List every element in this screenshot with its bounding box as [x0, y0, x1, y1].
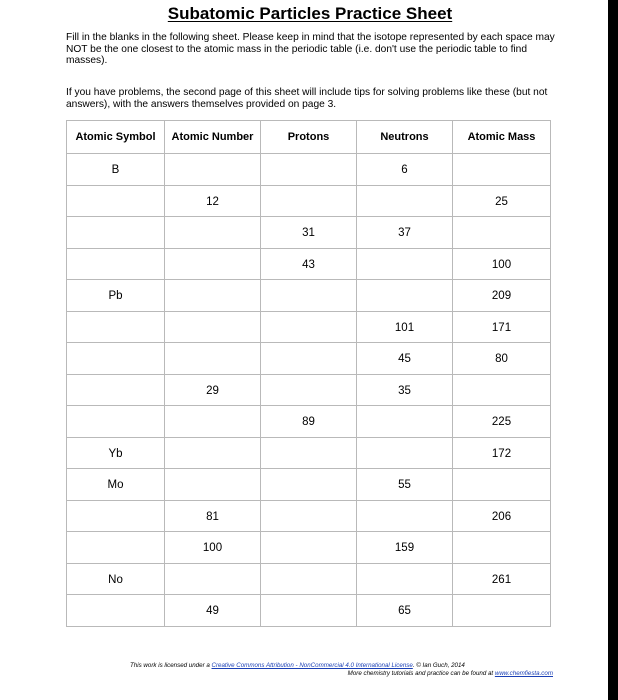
cell-neutrons[interactable] [357, 185, 453, 217]
cell-protons[interactable] [261, 437, 357, 469]
cell-protons: 43 [261, 248, 357, 280]
cell-atomic-number: 49 [165, 595, 261, 627]
cell-protons[interactable] [261, 374, 357, 406]
table-row [67, 154, 551, 186]
site-line [130, 670, 555, 678]
cell-atomic-symbol: Pb [67, 280, 165, 312]
license-link[interactable]: Creative Commons Attribution - NonCommercial 4.0 International License [211, 662, 413, 669]
cell-protons[interactable] [261, 280, 357, 312]
cell-neutrons: 101 [357, 311, 453, 343]
cell-atomic-symbol[interactable] [67, 500, 165, 532]
page-title: Subatomic Particles Practice Sheet [167, 4, 453, 23]
table-row [67, 280, 551, 312]
cell-atomic-mass: 80 [453, 343, 551, 375]
cell-protons: 31 [261, 217, 357, 249]
cell-atomic-number: 12 [165, 185, 261, 217]
cell-atomic-symbol[interactable] [67, 185, 165, 217]
cell-atomic-symbol[interactable] [67, 217, 165, 249]
cell-atomic-mass: 261 [453, 563, 551, 595]
cell-neutrons[interactable] [357, 500, 453, 532]
cell-protons[interactable] [261, 532, 357, 564]
table-row [67, 374, 551, 406]
cell-atomic-mass: 25 [453, 185, 551, 217]
table-row [67, 595, 551, 627]
instructions-paragraph: Fill in the blanks in the following sheet. Please keep in mind that the isotope represented by each space may NOT be the one closest to the atomic mass in the periodic table (i.e. don't use the periodic table to find masses). [66, 32, 555, 66]
cell-atomic-symbol[interactable] [67, 343, 165, 375]
header-atomic-symbol: Atomic Symbol [67, 121, 165, 154]
cell-atomic-mass: 171 [453, 311, 551, 343]
cell-protons[interactable] [261, 343, 357, 375]
cell-neutrons: 65 [357, 595, 453, 627]
cell-atomic-symbol[interactable] [67, 311, 165, 343]
cell-neutrons: 6 [357, 154, 453, 186]
cell-protons[interactable] [261, 185, 357, 217]
cell-atomic-symbol[interactable] [67, 532, 165, 564]
table-row [67, 500, 551, 532]
license-prefix: This work is licensed under a [130, 662, 212, 669]
cell-protons[interactable] [261, 311, 357, 343]
cell-atomic-number[interactable] [165, 280, 261, 312]
cell-atomic-number: 29 [165, 374, 261, 406]
table-header-row [67, 121, 551, 154]
cell-atomic-mass: 209 [453, 280, 551, 312]
cell-atomic-number: 81 [165, 500, 261, 532]
cell-neutrons: 159 [357, 532, 453, 564]
cell-protons[interactable] [261, 469, 357, 501]
cell-neutrons: 55 [357, 469, 453, 501]
cell-atomic-mass[interactable] [453, 532, 551, 564]
site-line-prefix: More chemistry tutorials and practice can be found at [347, 670, 495, 677]
header-atomic-mass: Atomic Mass [453, 121, 551, 154]
cell-atomic-number[interactable] [165, 563, 261, 595]
table-row [67, 217, 551, 249]
cell-atomic-symbol[interactable] [67, 595, 165, 627]
table-row [67, 406, 551, 438]
cell-atomic-mass: 206 [453, 500, 551, 532]
cell-neutrons[interactable] [357, 248, 453, 280]
table-row [67, 343, 551, 375]
cell-atomic-mass: 172 [453, 437, 551, 469]
cell-atomic-mass[interactable] [453, 217, 551, 249]
cell-atomic-mass[interactable] [453, 469, 551, 501]
copyright-text: . © Ian Guch, 2014 [412, 662, 465, 669]
table-row [67, 469, 551, 501]
cell-neutrons[interactable] [357, 406, 453, 438]
cell-neutrons[interactable] [357, 437, 453, 469]
cell-neutrons[interactable] [357, 563, 453, 595]
table-row [67, 532, 551, 564]
cell-atomic-number[interactable] [165, 248, 261, 280]
header-neutrons: Neutrons [357, 121, 453, 154]
cell-atomic-symbol: Mo [67, 469, 165, 501]
table-row [67, 185, 551, 217]
cell-protons[interactable] [261, 154, 357, 186]
license-line [130, 662, 555, 670]
cell-atomic-mass[interactable] [453, 374, 551, 406]
license-footer [130, 662, 555, 678]
cell-atomic-number[interactable] [165, 469, 261, 501]
cell-protons[interactable] [261, 500, 357, 532]
header-atomic-number: Atomic Number [165, 121, 261, 154]
cell-atomic-number: 100 [165, 532, 261, 564]
cell-atomic-number[interactable] [165, 154, 261, 186]
cell-atomic-number[interactable] [165, 343, 261, 375]
cell-protons[interactable] [261, 563, 357, 595]
cell-atomic-mass[interactable] [453, 154, 551, 186]
table-row [67, 437, 551, 469]
cell-atomic-symbol: No [67, 563, 165, 595]
help-paragraph: If you have problems, the second page of this sheet will include tips for solving problems like these (but not answers), with the answers themselves provided on page 3. [66, 87, 548, 110]
cell-atomic-number[interactable] [165, 406, 261, 438]
cell-atomic-mass[interactable] [453, 595, 551, 627]
cell-atomic-symbol[interactable] [67, 406, 165, 438]
cell-protons: 89 [261, 406, 357, 438]
cell-neutrons: 45 [357, 343, 453, 375]
cell-atomic-number[interactable] [165, 311, 261, 343]
cell-atomic-symbol: B [67, 154, 165, 186]
site-link[interactable]: www.chemfiesta.com [494, 670, 553, 677]
cell-atomic-number[interactable] [165, 437, 261, 469]
table-row [67, 248, 551, 280]
cell-protons[interactable] [261, 595, 357, 627]
cell-neutrons: 35 [357, 374, 453, 406]
cell-atomic-mass: 225 [453, 406, 551, 438]
header-protons: Protons [261, 121, 357, 154]
table-row [67, 563, 551, 595]
particles-table [66, 120, 551, 627]
cell-neutrons[interactable] [357, 280, 453, 312]
cell-atomic-mass: 100 [453, 248, 551, 280]
cell-neutrons: 37 [357, 217, 453, 249]
cell-atomic-symbol[interactable] [67, 374, 165, 406]
cell-atomic-symbol: Yb [67, 437, 165, 469]
table-row [67, 311, 551, 343]
cell-atomic-symbol[interactable] [67, 248, 165, 280]
cell-atomic-number[interactable] [165, 217, 261, 249]
table-body [67, 154, 551, 627]
